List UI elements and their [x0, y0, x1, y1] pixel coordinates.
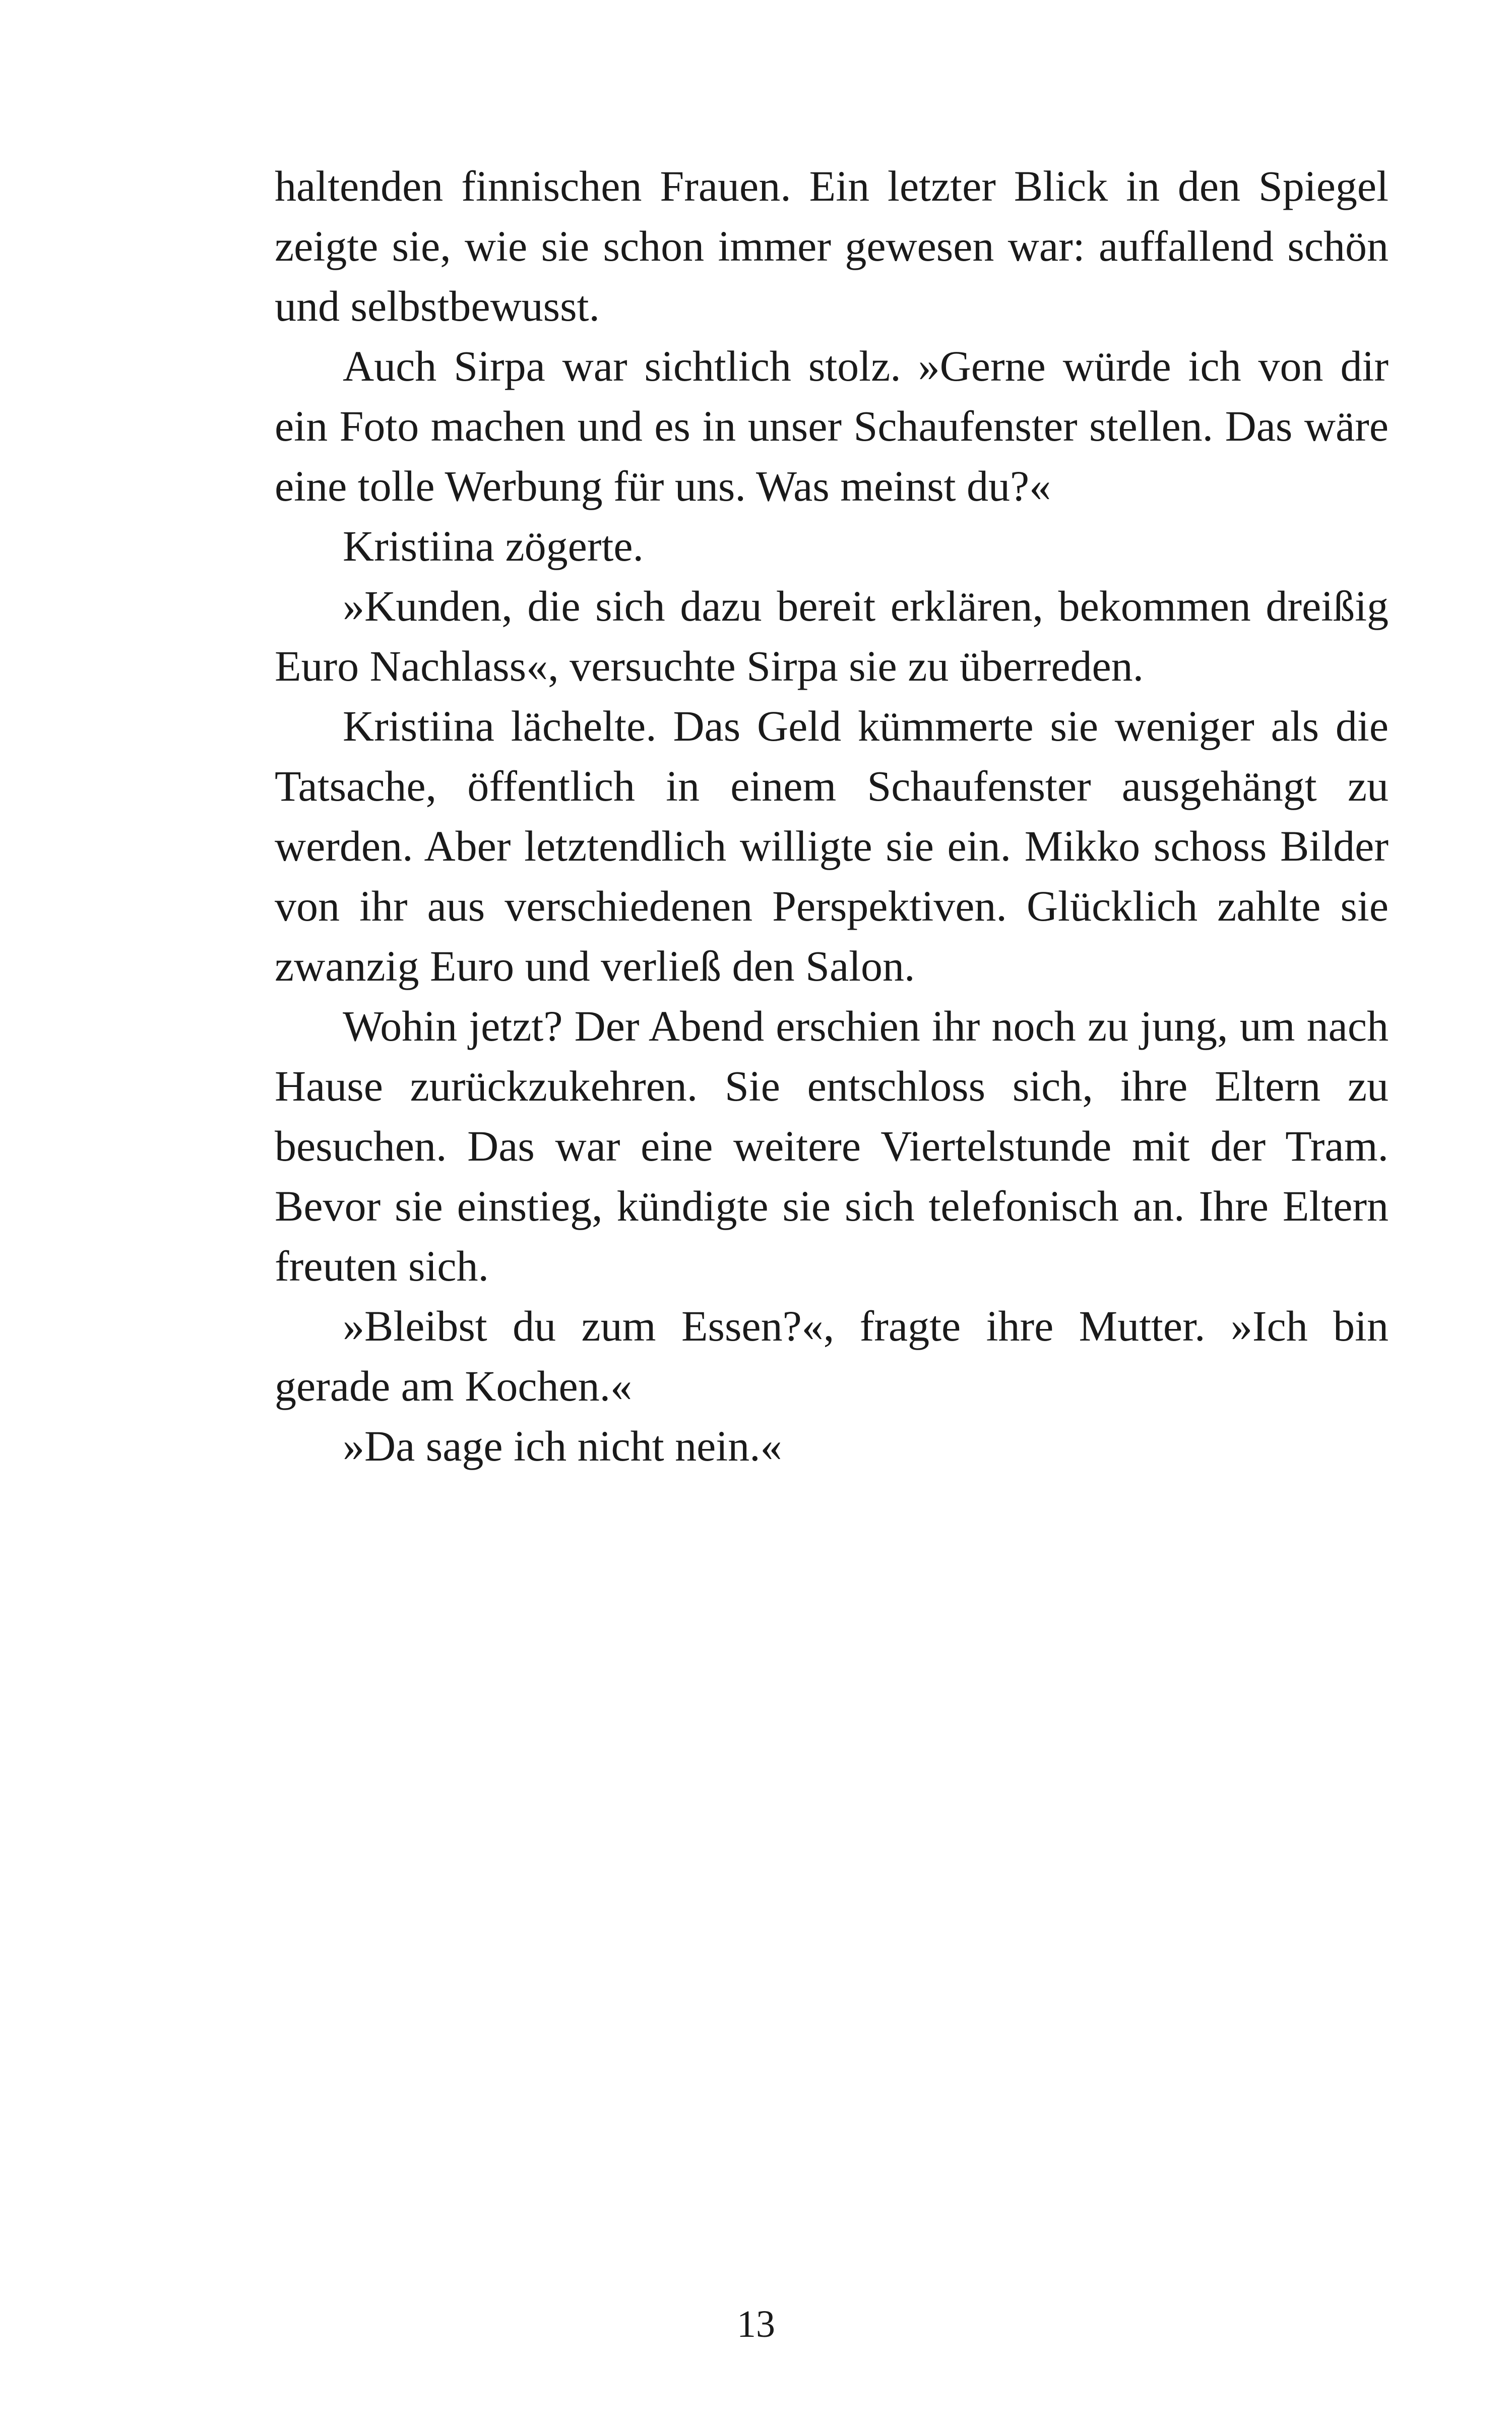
paragraph-2: Auch Sirpa war sichtlich stolz. »Gerne würde ich von dir ein Foto machen und es in unser Schaufenster stellen. Das wäre eine tolle Werbung für uns. Was meinst du?« [275, 342, 1389, 510]
page-number: 13 [737, 2303, 775, 2345]
body-text [275, 156, 1389, 1476]
paragraph-7: »Bleibst du zum Essen?«, fragte ihre Mutter. »Ich bin gerade am Kochen.« [275, 1302, 1389, 1410]
paragraph-1: haltenden finnischen Frauen. Ein letzter Blick in den Spiegel zeigte sie, wie sie schon immer gewesen war: auffallend schön und selbstbewusst. [275, 162, 1389, 330]
paragraph-3: Kristiina zögerte. [343, 522, 644, 570]
paragraph-8: »Da sage ich nicht nein.« [343, 1422, 782, 1470]
paragraph-5: Kristiina lächelte. Das Geld kümmerte sie weniger als die Tatsache, öffentlich in einem Schaufenster ausgehängt zu werden. Aber letztendlich willigte sie ein. Mikko schoss Bilder von ihr aus verschiedenen Perspektiven. Glücklich zahlte sie zwanzig Euro und verließ den Salon. [275, 702, 1389, 990]
paragraph-4: »Kunden, die sich dazu bereit erklären, bekommen dreißig Euro Nachlass«, versuchte Sirpa sie zu überreden. [275, 582, 1389, 690]
paragraph-6: Wohin jetzt? Der Abend erschien ihr noch zu jung, um nach Hause zurückzukehren. Sie entschloss sich, ihre Eltern zu besuchen. Das war eine weitere Viertelstunde mit der Tram. Bevor sie einstieg, kündigte sie sich telefonisch an. Ihre Eltern freuten sich. [275, 1002, 1389, 1290]
